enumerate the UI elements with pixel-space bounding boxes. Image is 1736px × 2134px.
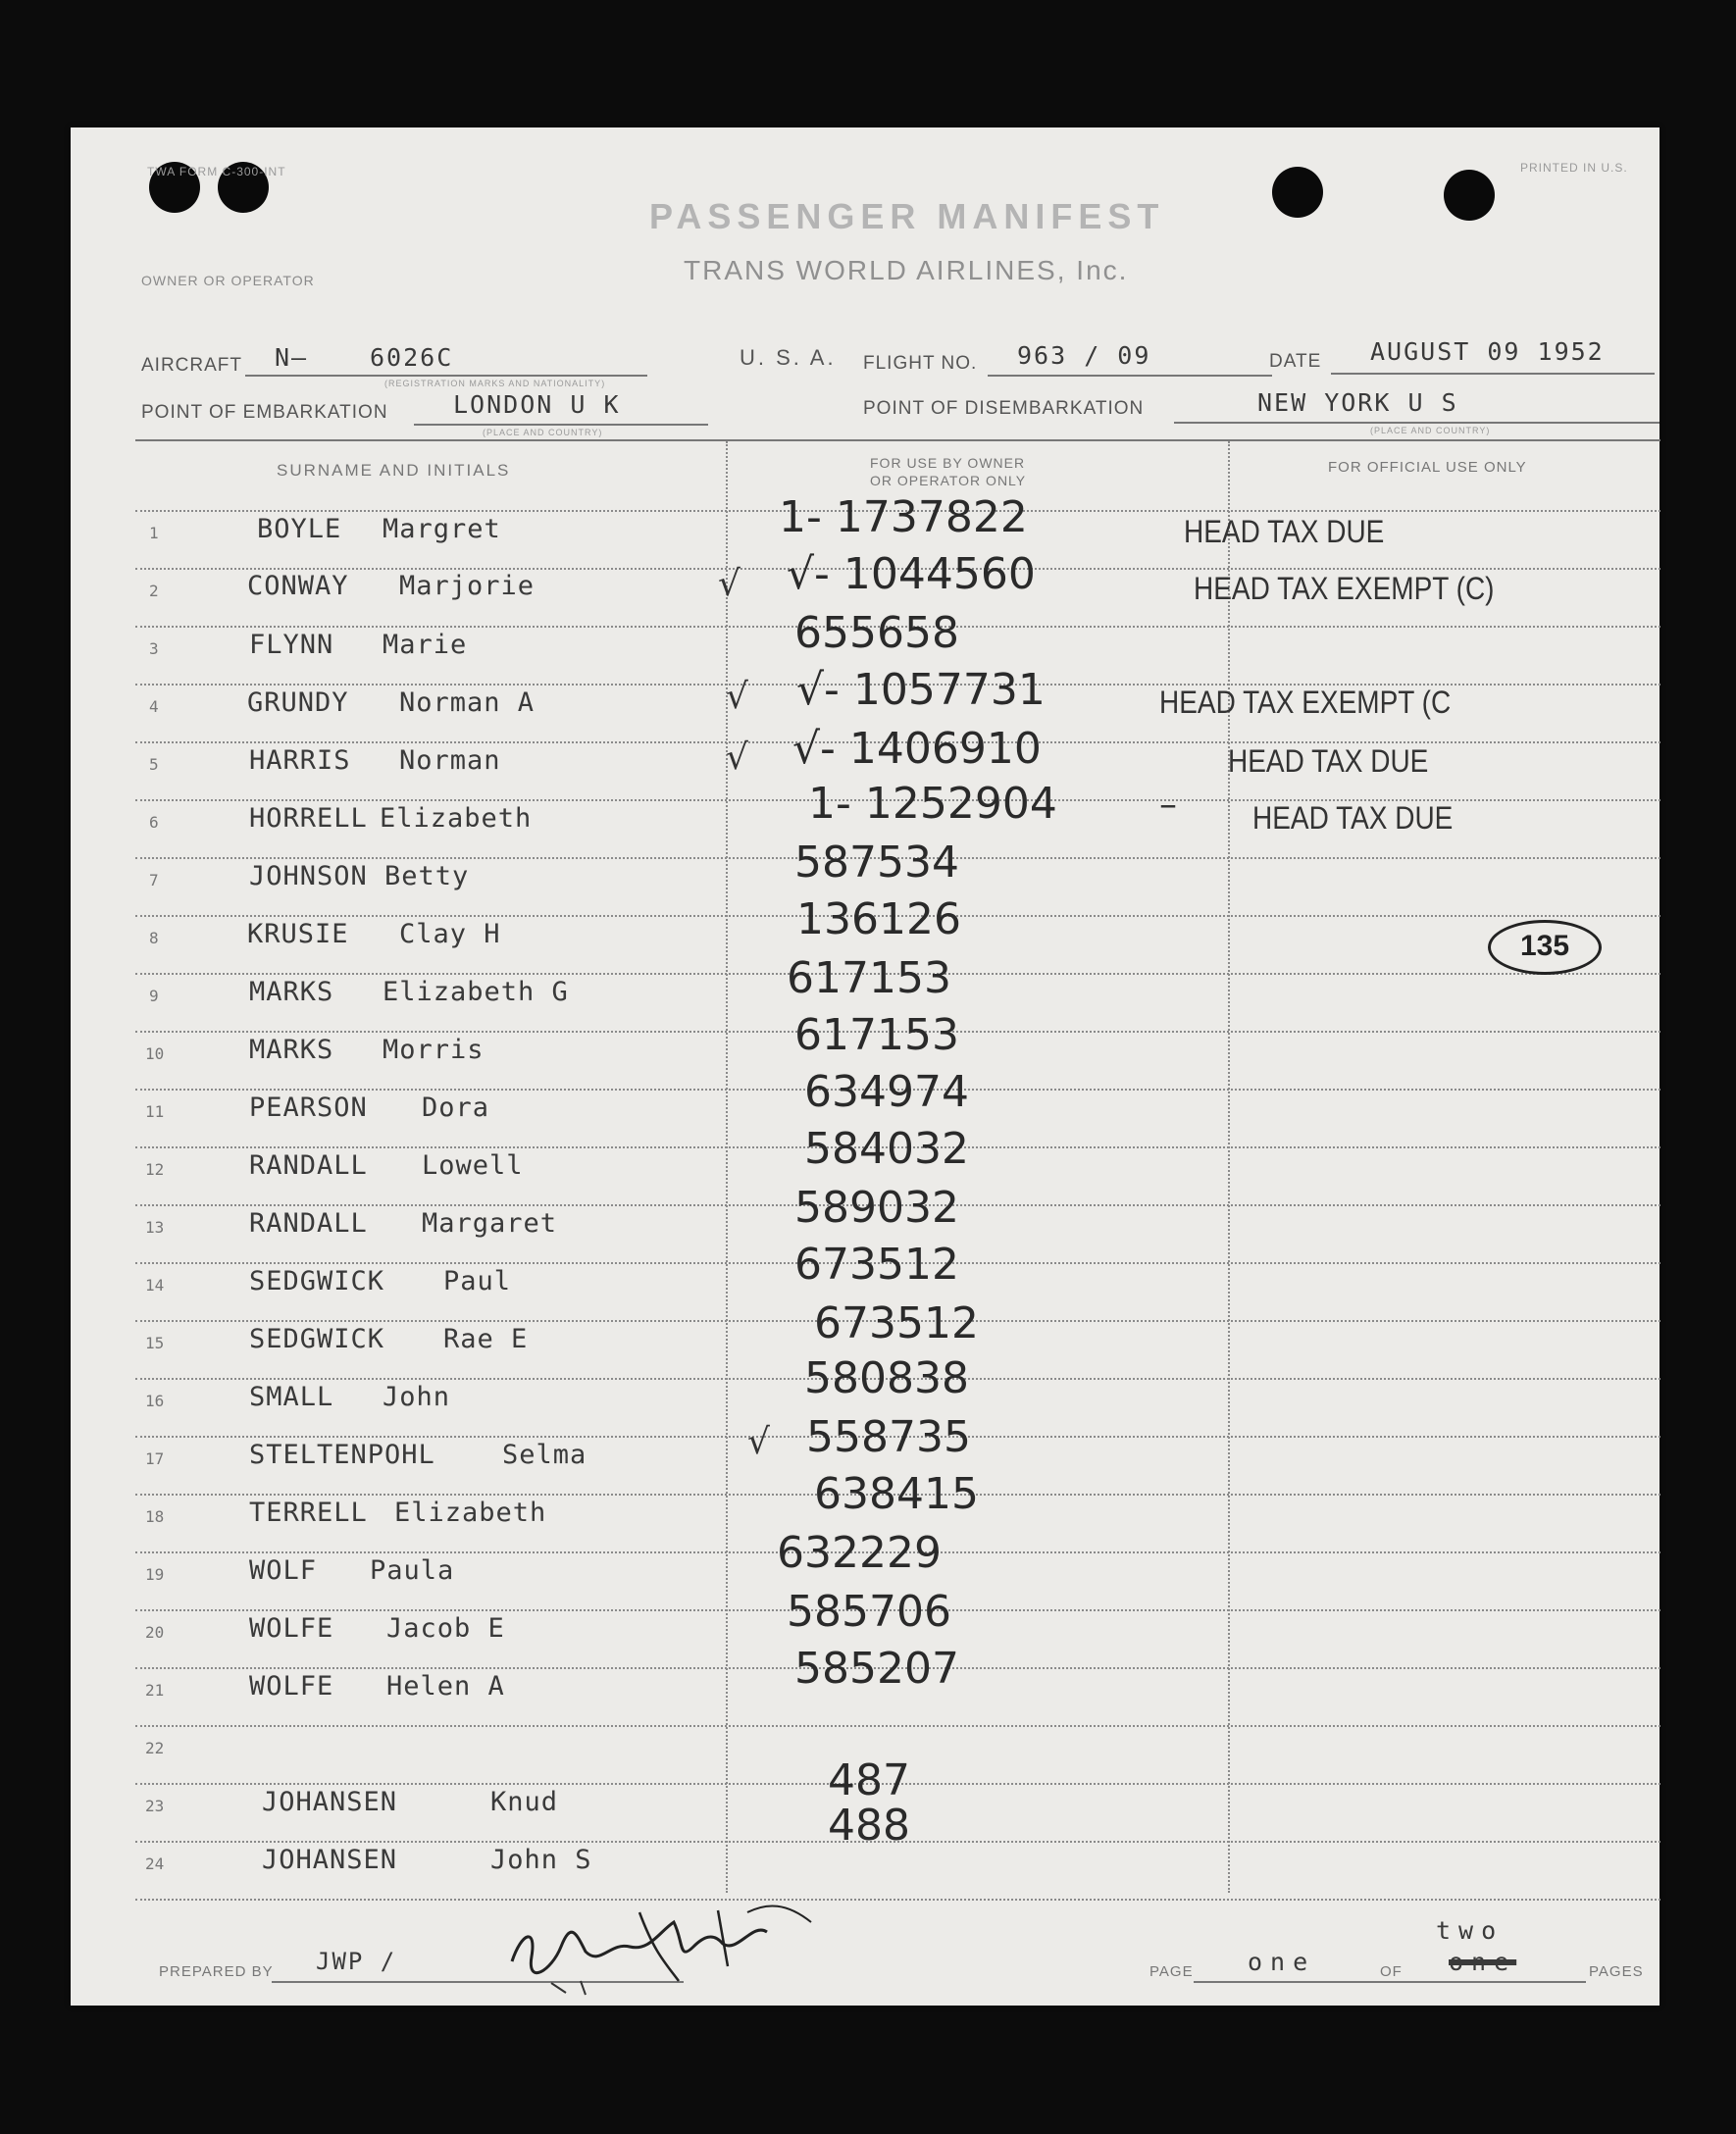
ticket-number: 584032 (804, 1124, 969, 1174)
passenger-surname: JOHANSEN (262, 1787, 398, 1817)
passenger-given-name: Paula (370, 1555, 455, 1586)
ticket-number: 585207 (794, 1644, 959, 1694)
official-note: HEAD TAX DUE (1184, 514, 1385, 549)
passenger-given-name: Lowell (422, 1150, 524, 1181)
aircraft-prefix: N— (275, 343, 309, 372)
embarkation-value: LONDON U K (453, 390, 621, 419)
col-owner-header-1: FOR USE BY OWNER (870, 455, 1026, 471)
ticket-number: 638415 (814, 1469, 979, 1519)
passenger-given-name: Margret (383, 514, 501, 544)
passenger-surname: WOLFE (249, 1671, 334, 1702)
row-number: 23 (145, 1797, 165, 1815)
passenger-given-name: Helen A (386, 1671, 505, 1702)
passenger-given-name: Elizabeth G (383, 977, 569, 1007)
passenger-surname: KRUSIE (247, 919, 349, 949)
aircraft-value: 6026C (370, 343, 454, 372)
page-label: PAGE (1149, 1963, 1194, 1980)
printed-note: PRINTED IN U.S. (1520, 161, 1628, 175)
flight-label: FLIGHT NO. (863, 353, 978, 374)
passenger-given-name: Selma (502, 1440, 587, 1470)
passenger-surname: MARKS (249, 977, 334, 1007)
header-rule (135, 439, 1660, 441)
embarkation-note: (PLACE AND COUNTRY) (483, 428, 603, 437)
page-number: one (1248, 1948, 1316, 1976)
date-underline (1331, 373, 1655, 375)
ticket-number: √- 1406910 (792, 724, 1042, 774)
ticket-number: 1- 1252904 (808, 779, 1057, 829)
ticket-number: 585706 (787, 1587, 951, 1637)
flight-underline (988, 375, 1272, 377)
passenger-given-name: Margaret (422, 1208, 558, 1239)
row-number: 2 (149, 582, 159, 600)
row-number: 21 (145, 1681, 165, 1700)
row-number: 13 (145, 1218, 165, 1237)
punch-hole (1444, 170, 1495, 221)
aircraft-underline (245, 375, 647, 377)
row-number: 16 (145, 1392, 165, 1410)
passenger-surname: TERRELL (249, 1498, 368, 1528)
row-number: 5 (149, 755, 159, 774)
passenger-surname: JOHNSON (249, 861, 368, 891)
flight-value: 963 / 09 (1017, 341, 1151, 370)
ticket-number: √- 1044560 (787, 549, 1036, 599)
official-note: HEAD TAX DUE (1228, 743, 1429, 779)
passenger-surname: SMALL (249, 1382, 334, 1412)
column-divider (1228, 441, 1230, 1893)
ticket-number: √- 1057731 (796, 665, 1046, 715)
ticket-number: 632229 (777, 1528, 942, 1578)
official-note: HEAD TAX EXEMPT (C (1159, 685, 1452, 720)
col-official-header: FOR OFFICIAL USE ONLY (1328, 459, 1527, 476)
ticket-number: 587534 (794, 838, 959, 888)
ticket-number: 589032 (794, 1183, 959, 1233)
ticket-number: 673512 (814, 1298, 979, 1348)
row-number: 4 (149, 697, 159, 716)
passenger-given-name: Paul (443, 1266, 512, 1296)
circled-number: 135 (1488, 920, 1602, 975)
row-number: 1 (149, 524, 159, 542)
row-number: 11 (145, 1102, 165, 1121)
passenger-surname: RANDALL (249, 1208, 368, 1239)
passenger-surname: RANDALL (249, 1150, 368, 1181)
passenger-given-name: Knud (490, 1787, 559, 1817)
passenger-surname: HORRELL (249, 803, 368, 834)
ticket-number: 634974 (804, 1067, 969, 1117)
ticket-number: 487 (828, 1755, 910, 1805)
row-number: 12 (145, 1160, 165, 1179)
row-number: 17 (145, 1449, 165, 1468)
date-value: AUGUST 09 1952 (1370, 337, 1605, 366)
prepared-initials: JWP / (316, 1948, 397, 1975)
passenger-given-name: John (383, 1382, 451, 1412)
col-owner-header-2: OR OPERATOR ONLY (870, 473, 1027, 488)
ticket-number: 617153 (787, 953, 951, 1003)
passenger-given-name: Morris (383, 1035, 485, 1065)
ticket-number: 673512 (794, 1240, 959, 1290)
passenger-surname: BOYLE (257, 514, 342, 544)
page-total: two (1436, 1916, 1505, 1945)
signature (492, 1893, 826, 2001)
ticket-number: 488 (828, 1801, 910, 1851)
passenger-surname: GRUNDY (247, 687, 349, 718)
manifest-sheet (71, 127, 1659, 2006)
page-total-struck: one (1449, 1948, 1517, 1976)
dash-mark: – (1159, 785, 1177, 825)
passenger-surname: JOHANSEN (262, 1845, 398, 1875)
passenger-surname: MARKS (249, 1035, 334, 1065)
aircraft-label: AIRCRAFT (141, 355, 242, 376)
passenger-surname: PEARSON (249, 1092, 368, 1123)
ticket-number: 1- 1737822 (779, 492, 1028, 542)
embarkation-underline (414, 424, 708, 426)
row-number: 6 (149, 813, 159, 832)
ticket-number: 558735 (806, 1412, 971, 1462)
passenger-given-name: Marjorie (399, 571, 536, 601)
passenger-given-name: Rae E (443, 1324, 529, 1354)
of-label: OF (1380, 1963, 1403, 1980)
row-number: 20 (145, 1623, 165, 1642)
owner-label: OWNER OR OPERATOR (141, 273, 315, 288)
official-note: HEAD TAX DUE (1252, 800, 1454, 836)
row-number: 18 (145, 1507, 165, 1526)
passenger-surname: FLYNN (249, 630, 334, 660)
passenger-surname: HARRIS (249, 745, 351, 776)
embarkation-label: POINT OF EMBARKATION (141, 402, 388, 423)
pages-label: PAGES (1589, 1963, 1644, 1980)
row-number: 9 (149, 987, 159, 1005)
disembarkation-label: POINT OF DISEMBARKATION (863, 398, 1145, 419)
disembarkation-value: NEW YORK U S (1257, 388, 1458, 417)
passenger-given-name: Elizabeth (380, 803, 533, 834)
disembarkation-note: (PLACE AND COUNTRY) (1370, 426, 1491, 435)
passenger-given-name: Marie (383, 630, 468, 660)
column-divider (726, 441, 728, 1893)
row-divider (135, 1725, 1660, 1727)
page-underline (1194, 1981, 1586, 1983)
passenger-surname: STELTENPOHL (249, 1440, 435, 1470)
row-number: 19 (145, 1565, 165, 1584)
passenger-given-name: Jacob E (386, 1613, 505, 1644)
passenger-surname: SEDGWICK (249, 1266, 385, 1296)
passenger-surname: WOLFE (249, 1613, 334, 1644)
col-name-header: SURNAME AND INITIALS (277, 461, 511, 480)
passenger-given-name: Dora (422, 1092, 490, 1123)
row-divider (135, 1899, 1660, 1901)
checkmark: √ (726, 737, 748, 778)
passenger-given-name: Betty (384, 861, 470, 891)
date-label: DATE (1269, 351, 1322, 372)
form-title: PASSENGER MANIFEST (649, 196, 1165, 236)
row-number: 22 (145, 1739, 165, 1757)
passenger-given-name: Norman (399, 745, 501, 776)
row-number: 7 (149, 871, 159, 889)
passenger-given-name: Clay H (399, 919, 501, 949)
prepared-by-label: PREPARED BY (159, 1963, 274, 1980)
checkmark: √ (718, 564, 740, 604)
passenger-surname: CONWAY (247, 571, 349, 601)
passenger-surname: WOLF (249, 1555, 318, 1586)
punch-hole (1272, 167, 1323, 218)
checkmark: √ (747, 1422, 770, 1462)
registration-note: (REGISTRATION MARKS AND NATIONALITY) (384, 379, 606, 388)
row-number: 14 (145, 1276, 165, 1295)
nationality: U. S. A. (740, 345, 837, 370)
row-number: 10 (145, 1044, 165, 1063)
checkmark: √ (726, 677, 748, 717)
ticket-number: 136126 (796, 894, 961, 944)
row-number: 3 (149, 639, 159, 658)
passenger-given-name: Norman A (399, 687, 536, 718)
row-number: 24 (145, 1855, 165, 1873)
passenger-given-name: John S (490, 1845, 592, 1875)
row-number: 8 (149, 929, 159, 947)
form-number: TWA FORM C-300-INT (147, 165, 286, 178)
passenger-given-name: Elizabeth (394, 1498, 547, 1528)
row-number: 15 (145, 1334, 165, 1352)
ticket-number: 580838 (804, 1353, 969, 1403)
passenger-surname: SEDGWICK (249, 1324, 385, 1354)
ticket-number: 655658 (794, 608, 959, 658)
disembarkation-underline (1174, 422, 1659, 424)
ticket-number: 617153 (794, 1010, 959, 1060)
airline-name: TRANS WORLD AIRLINES, Inc. (684, 255, 1129, 285)
official-note: HEAD TAX EXEMPT (C) (1194, 571, 1495, 606)
